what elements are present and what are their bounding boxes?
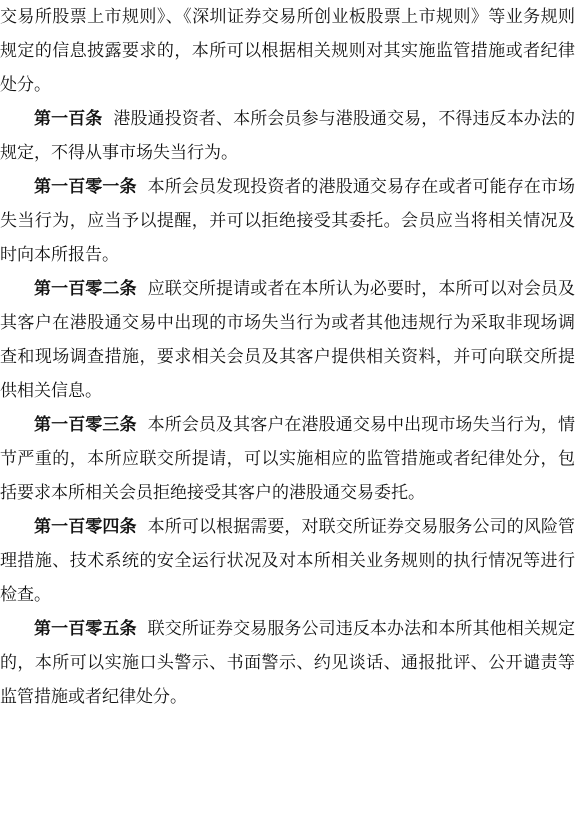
article-text: 应联交所提请或者在本所认为必要时，本所可以对会员及其客户在港股通交易中出现的市场失当行为或者其他违规行为采取非现场调查和现场调查措施，要求相关会员及其客户提供相关资料，并可向联交所提供相关信息。 xyxy=(0,279,576,401)
paragraph-article-104 xyxy=(0,510,575,612)
paragraph-article-105 xyxy=(0,612,575,714)
article-heading: 第一百零四条 xyxy=(34,517,137,537)
article-text: 本所会员发现投资者的港股通交易存在或者可能存在市场失当行为，应当予以提醒，并可以拒绝接受其委托。会员应当将相关情况及时向本所报告。 xyxy=(0,177,576,265)
article-heading: 第一百零三条 xyxy=(34,415,137,435)
paragraph-article-101 xyxy=(0,170,575,272)
article-text: 本所可以根据需要，对联交所证券交易服务公司的风险管理措施、技术系统的安全运行状况及对本所相关业务规则的执行情况等进行检查。 xyxy=(0,517,576,605)
paragraph-article-100 xyxy=(0,102,575,170)
paragraph-article-102 xyxy=(0,272,575,408)
article-text: 本所会员及其客户在港股通交易中出现市场失当行为，情节严重的，本所应联交所提请，可以实施相应的监管措施或者纪律处分，包括要求本所相关会员拒绝接受其客户的港股通交易委托。 xyxy=(0,415,576,503)
article-heading: 第一百零一条 xyxy=(34,177,137,197)
article-text: 联交所证券交易服务公司违反本办法和本所其他相关规定的，本所可以实施口头警示、书面警示、约见谈话、通报批评、公开谴责等监管措施或者纪律处分。 xyxy=(0,619,576,707)
article-text: 交易所股票上市规则》、《深圳证券交易所创业板股票上市规则》等业务规则规定的信息披露要求的，本所可以根据相关规则对其实施监管措施或者纪律处分。 xyxy=(0,7,575,95)
paragraph-article-103 xyxy=(0,408,575,510)
article-heading: 第一百零二条 xyxy=(34,279,137,299)
article-heading: 第一百条 xyxy=(34,109,103,129)
article-text: 港股通投资者、本所会员参与港股通交易，不得违反本办法的规定，不得从事市场失当行为。 xyxy=(0,109,576,163)
article-heading: 第一百零五条 xyxy=(34,619,137,639)
paragraph-continuation xyxy=(0,0,575,102)
